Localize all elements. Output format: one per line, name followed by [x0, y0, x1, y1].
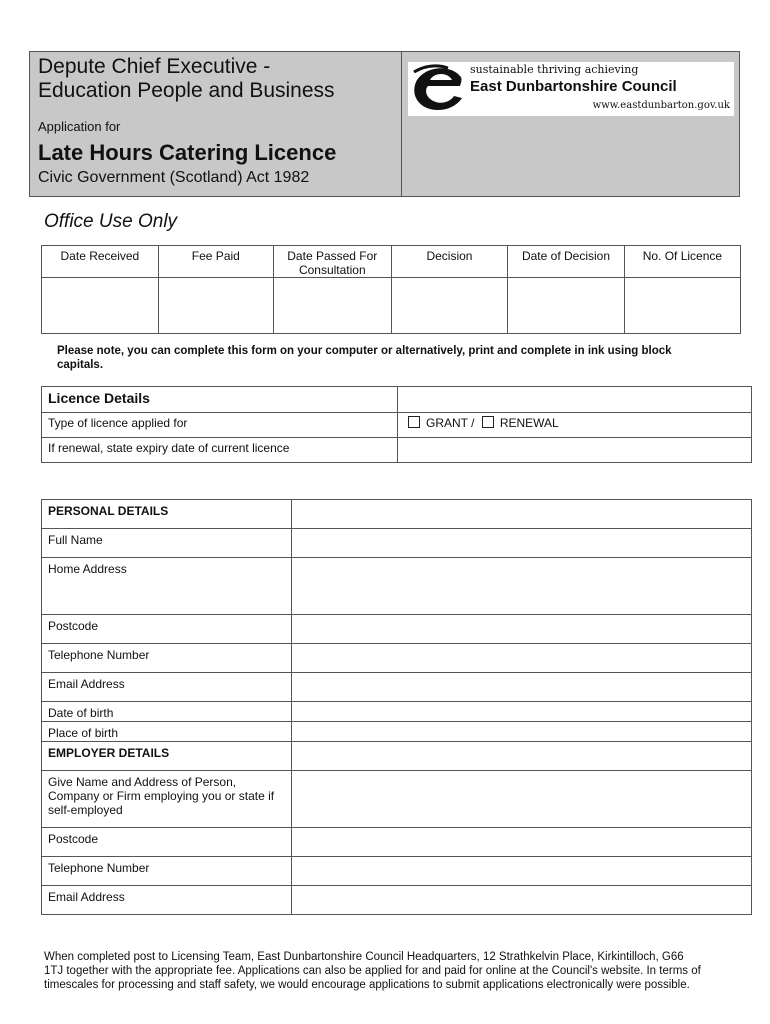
email-label: Email Address — [42, 673, 292, 702]
office-col-date-received: Date Received — [42, 246, 159, 278]
office-date-passed-field[interactable] — [273, 278, 391, 334]
licence-details-table — [41, 386, 752, 463]
employer-telephone-label: Telephone Number — [42, 857, 292, 886]
place-of-birth-label: Place of birth — [42, 722, 292, 742]
licence-type-options — [398, 413, 752, 438]
office-date-of-decision-field[interactable] — [508, 278, 625, 334]
header-title-panel — [30, 52, 402, 196]
logo-url: www.eastdunbarton.gov.uk — [592, 100, 730, 111]
office-col-fee-paid: Fee Paid — [158, 246, 273, 278]
office-fee-paid-field[interactable] — [158, 278, 273, 334]
licence-type-label: Type of licence applied for — [42, 413, 398, 438]
option-separator: / — [471, 416, 475, 430]
council-logo — [408, 62, 734, 116]
renewal-expiry-field[interactable] — [398, 438, 752, 463]
header-box — [29, 51, 740, 197]
personal-details-table — [41, 499, 752, 915]
office-date-received-field[interactable] — [42, 278, 159, 334]
full-name-field[interactable] — [292, 529, 752, 558]
renewal-checkbox[interactable] — [482, 416, 494, 428]
department-line2: Education People and Business — [38, 79, 335, 102]
home-address-label: Home Address — [42, 558, 292, 615]
employer-name-address-label: Give Name and Address of Person, Company or Firm employing you or state if self-employed — [42, 771, 292, 828]
department-line1: Depute Chief Executive - — [38, 55, 271, 78]
employer-email-label: Email Address — [42, 886, 292, 915]
office-use-title: Office Use Only — [44, 211, 178, 232]
email-field[interactable] — [292, 673, 752, 702]
personal-details-heading: PERSONAL DETAILS — [42, 500, 292, 529]
act-title: Civic Government (Scotland) Act 1982 — [38, 169, 310, 186]
date-of-birth-field[interactable] — [292, 702, 752, 722]
employer-postcode-field[interactable] — [292, 828, 752, 857]
office-col-decision: Decision — [391, 246, 508, 278]
postcode-field[interactable] — [292, 615, 752, 644]
office-use-table — [41, 245, 741, 334]
licence-title: Late Hours Catering Licence — [38, 140, 337, 165]
full-name-label: Full Name — [42, 529, 292, 558]
council-logo-icon — [410, 64, 466, 114]
employer-heading-blank — [292, 742, 752, 771]
telephone-label: Telephone Number — [42, 644, 292, 673]
telephone-field[interactable] — [292, 644, 752, 673]
employer-details-heading: EMPLOYER DETAILS — [42, 742, 292, 771]
submission-instructions: When completed post to Licensing Team, East Dunbartonshire Council Headquarters, 12 Strathkelvin Place, Kirkintilloch, G66 1TJ together with the appropriate fee. Applications can also be applied for and paid for online at the Council's website. In terms of timescales for processing and staff safety, we would encourage applications to submit applications electronically were possible. — [44, 951, 701, 991]
employer-postcode-label: Postcode — [42, 828, 292, 857]
personal-heading-blank — [292, 500, 752, 529]
office-decision-field[interactable] — [391, 278, 508, 334]
renewal-label: RENEWAL — [499, 416, 559, 430]
logo-tagline: sustainable thriving achieving — [470, 63, 639, 76]
logo-council-name: East Dunbartonshire Council — [470, 78, 677, 95]
office-licence-number-field[interactable] — [624, 278, 740, 334]
licence-details-title-blank — [398, 387, 752, 413]
office-col-licence-number: No. Of Licence — [624, 246, 740, 278]
employer-name-address-field[interactable] — [292, 771, 752, 828]
date-of-birth-label: Date of birth — [42, 702, 292, 722]
place-of-birth-field[interactable] — [292, 722, 752, 742]
employer-email-field[interactable] — [292, 886, 752, 915]
renewal-expiry-label: If renewal, state expiry date of current licence — [42, 438, 398, 463]
completion-note: Please note, you can complete this form on your computer or alternatively, print and complete in ink using block capitals. — [57, 345, 672, 371]
grant-label: GRANT — [426, 416, 468, 430]
employer-telephone-field[interactable] — [292, 857, 752, 886]
office-col-date-passed: Date Passed For Consultation — [273, 246, 391, 278]
home-address-field[interactable] — [292, 558, 752, 615]
application-for-label: Application for — [38, 119, 121, 134]
grant-checkbox[interactable] — [408, 416, 420, 428]
licence-details-title: Licence Details — [42, 387, 398, 413]
postcode-label: Postcode — [42, 615, 292, 644]
office-col-date-of-decision: Date of Decision — [508, 246, 625, 278]
